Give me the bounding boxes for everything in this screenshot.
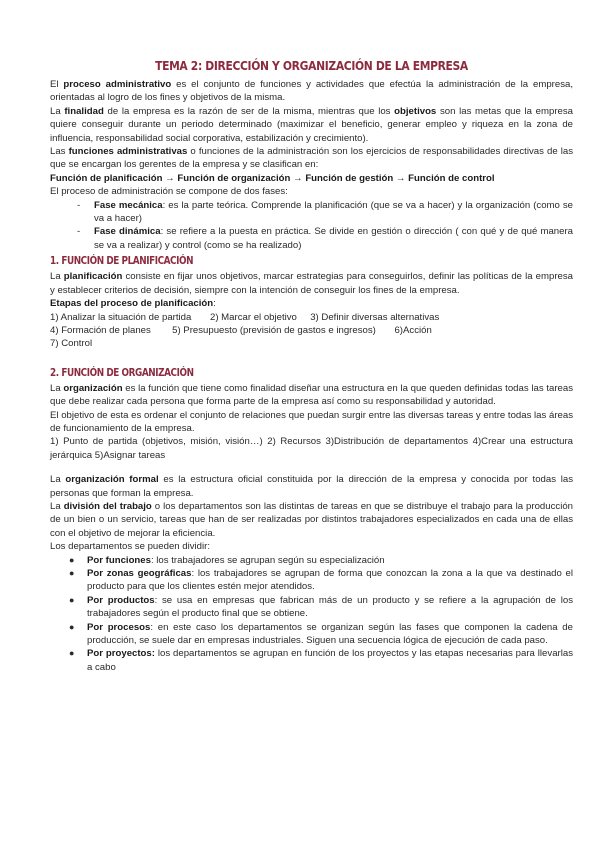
organizacion-paragraph: [50, 382, 573, 409]
intro-paragraph-funciones: [50, 145, 573, 172]
phases-list: [50, 199, 573, 253]
bullet-icon: ●: [69, 594, 75, 605]
dash-marker: -: [77, 199, 81, 211]
department-text: los departamentos se agrupan en función de los proyectos y las etapas necesarias para llevarlas a cabo: [87, 648, 573, 673]
bullet-icon: ●: [69, 568, 75, 578]
section-heading-planificacion: 1. FUNCIÓN DE PLANIFICACIÓN: [50, 255, 194, 268]
departments-list: [50, 554, 573, 675]
steps-title: [50, 297, 573, 310]
section-heading-organizacion: 2. FUNCIÓN DE ORGANIZACIÓN: [50, 366, 194, 379]
term-planificacion: planificación: [63, 271, 123, 283]
steps-line: 4) Formación de planes 5) Presupuesto (previsión de gastos e ingresos) 6)Acción: [50, 324, 432, 336]
intro-paragraph-process: [50, 78, 573, 105]
departments-intro: Los departamentos se pueden dividir:: [50, 541, 210, 553]
objetivo-paragraph: El objetivo de esta es ordenar el conjunto de relaciones que puedan surgir entre las diversas tareas y entre todas las áreas de funcionamiento de la empresa.: [50, 409, 573, 434]
text-run: o los departamentos son las distintas de tareas en que se distribuye el trabajo para la producción de un bien o un servicio, tareas que han de ser realizadas por distintos trabajadores especializados en cada una de ellas con el objetivo de mejorar la eficiencia.: [50, 500, 573, 539]
text-run: consiste en fijar unos objetivos, marcar estrategias para conseguirlos, definir las políticas de la empresa y establecer criterios de decisión, siempre con la intención de conseguir los fines de la empresa.: [50, 271, 573, 296]
bullet-icon: ●: [69, 621, 75, 632]
steps-line: 1) Analizar la situación de partida 2) Marcar el objetivo 3) Definir diversas alternativas: [50, 311, 440, 323]
spacer: [50, 351, 573, 364]
text-run: La: [50, 500, 64, 512]
phase-text: : se refiere a la puesta en práctica. Se divide en gestión o dirección ( con qué y de qué manera se va a realizar) y control (como se ha realizado): [94, 226, 573, 251]
list-item: [50, 199, 573, 226]
list-item: [50, 594, 573, 621]
text-run: Las: [50, 146, 69, 158]
planificacion-paragraph: [50, 270, 573, 297]
department-text: : en este caso los departamentos se organizan según las fases que componen la cadena de producción, se suele dar en empresas industriales. Siguen una secuencia lógica de ejecución de cada paso.: [87, 621, 573, 647]
text-run: es el conjunto de funciones y actividades que efectúa la administración de la empresa, orientadas al logro de los fines y objetivos de la misma.: [50, 79, 573, 104]
department-text: : se usa en empresas que fabrican más de un producto y se refiere a la agrupación de los trabajadores según el producto final que se obtiene.: [87, 594, 574, 620]
term-organizacion-formal: organización formal: [65, 474, 159, 486]
text-run: La: [50, 382, 64, 394]
text-run: La: [50, 105, 65, 117]
phase-text: : es la parte teórica. Comprende la planificación (que se va a hacer) y la organización (como se va a hacer): [94, 199, 573, 225]
department-label: Por proyectos:: [87, 648, 155, 660]
text-run: es la estructura oficial constituida por la dirección de la empresa y conocida por todas las personas que forman la empresa.: [50, 474, 573, 499]
document-title: TEMA 2: DIRECCIÓN Y ORGANIZACIÓN DE LA EMPRESA: [155, 58, 468, 73]
text-run: o funciones de la administración son los ejercicios de responsabilidades directivas de las que se encargan los gerentes de la empresa y se clasifican en:: [50, 146, 574, 171]
department-label: Por zonas geográficas: [87, 568, 192, 579]
steps-title-text: Etapas del proceso de planificación: [50, 298, 214, 310]
phase-label: Fase mecánica: [94, 199, 163, 211]
list-item: [50, 621, 573, 648]
department-text: : los trabajadores se agrupan según su especialización: [150, 554, 385, 566]
list-item: [50, 567, 573, 594]
department-label: Por procesos: [87, 621, 151, 633]
spacer: [50, 462, 573, 473]
list-item: [50, 225, 573, 252]
functions-sequence: Función de planificación → Función de organización → Función de gestión → Función de control: [50, 172, 495, 184]
bullet-icon: ●: [69, 554, 75, 565]
text-run: son las metas que la empresa quiere conseguir durante un periodo determinado (maximizar el beneficio, generar empleo y riqueza en la zona de influencia, responsabilidad social corporativa, estabilización y crecimiento).: [50, 105, 574, 144]
organizacion-formal-paragraph: [50, 473, 573, 500]
steps-line: 7) Control: [50, 338, 93, 350]
department-label: Por productos: [87, 594, 155, 606]
term-finalidad: finalidad: [64, 105, 104, 117]
department-text: : los trabajadores se agrupan de forma que conozcan la zona a la que va destinado el producto para que los clientes estén mejor atendidos.: [87, 568, 573, 593]
dash-marker: -: [77, 226, 81, 238]
text-run: :: [213, 298, 216, 310]
text-run: La: [50, 474, 66, 486]
text-run: es la función que tiene como finalidad diseñar una estructura en la que queden definidas todas las tareas que debe realizar cada persona que forma parte de la empresa así como su responsabilidad y autoridad.: [50, 382, 574, 408]
term-funciones-administrativas: funciones administrativas: [68, 146, 188, 158]
list-item: [50, 554, 573, 567]
bullet-icon: ●: [69, 648, 75, 659]
term-division-del-trabajo: división del trabajo: [63, 500, 152, 512]
text-run: El: [50, 79, 64, 90]
text-run: La: [50, 271, 64, 283]
term-proceso-administrativo: proceso administrativo: [63, 79, 172, 90]
phase-label: Fase dinámica: [94, 226, 161, 238]
list-item: [50, 647, 573, 674]
division-trabajo-paragraph: [50, 500, 573, 540]
phases-intro: El proceso de administración se compone de dos fases:: [50, 186, 288, 198]
term-organizacion: organización: [63, 382, 123, 394]
department-label: Por funciones: [87, 554, 151, 566]
intro-paragraph-finalidad: [50, 105, 573, 145]
text-run: de la empresa es la razón de ser de la misma, mientras que los: [103, 105, 395, 117]
term-objetivos: objetivos: [394, 105, 437, 117]
organizacion-steps: 1) Punto de partida (objetivos, misión, visión…) 2) Recursos 3)Distribución de departamentos 4)Crear una estructura jerárquica 5)Asignar tareas: [50, 436, 573, 461]
